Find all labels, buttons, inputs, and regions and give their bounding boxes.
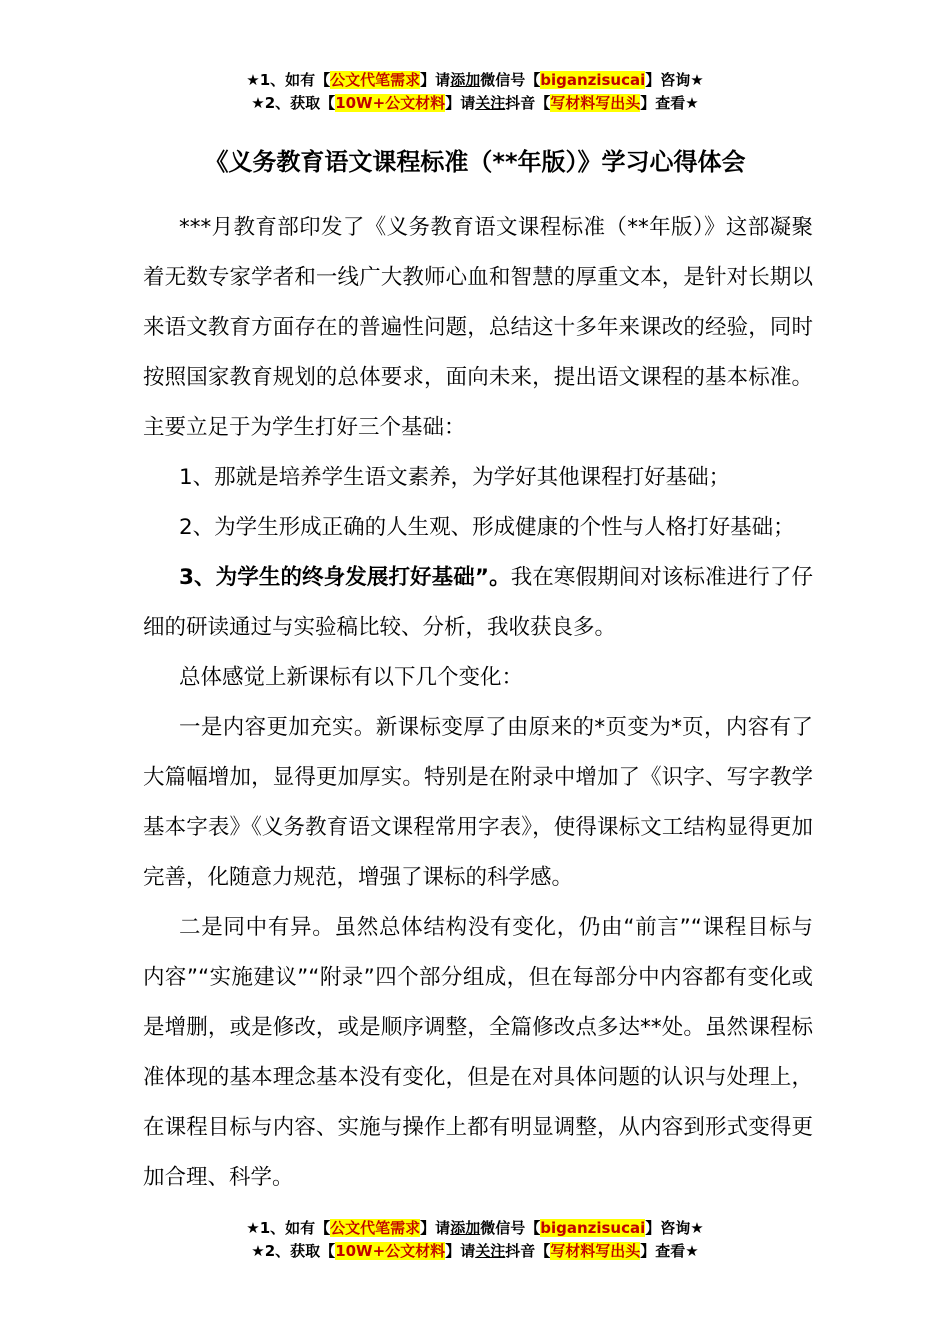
promo-line-1 <box>0 1217 950 1240</box>
promo-douyin-name: 写材料写出头 <box>550 1242 641 1260</box>
promo-text: 抖音【 <box>505 1242 551 1260</box>
promo-text: ★1、如有【 <box>246 71 331 89</box>
promo-text: 】请 <box>445 1242 476 1260</box>
promo-text: 】请 <box>445 94 476 112</box>
promo-underline: 添加 <box>450 71 481 89</box>
promo-text: 抖音【 <box>505 94 551 112</box>
promo-line-1 <box>0 69 950 92</box>
paragraph: 2、为学生形成正确的人生观、形成健康的个性与人格打好基础； <box>179 515 795 540</box>
promo-underline: 关注 <box>475 94 506 112</box>
promo-line-2 <box>0 92 950 115</box>
promo-banner-top <box>0 69 950 115</box>
paragraph: ***月教育部印发了《义务教育语文课程标准（**年版）》这部凝聚着无数专家学者和一线广大教师心血和智慧的厚重文本，是针对长期以来语文教育方面存在的普遍性问题，总结这十多年来课改的经验，同时按照国家教育规划的总体要求，面向未来，提出语文课程的基本标准。主要立足于为学生打好三个基础： <box>143 215 813 440</box>
paragraph: 二是同中有异。虽然总体结构没有变化，仍由“前言”“课程目标与内容”“实施建议”“附录”四个部分组成，但在每部分中内容都有变化或是增删，或是修改，或是顺序调整，全篇修改点多达**处。虽然课程标准体现的基本理念基本没有变化，但是在对具体问题的认识与处理上，在课程目标与内容、实施与操作上都有明显调整，从内容到形式变得更加合理、科学。 <box>143 915 813 1190</box>
promo-wechat-id: biganzisucai <box>540 71 646 89</box>
promo-text: ★2、获取【 <box>251 94 336 112</box>
promo-text: 】请 <box>420 1219 451 1237</box>
document-title: 《义务教育语文课程标准（**年版）》学习心得体会 <box>204 148 746 176</box>
paragraph: 一是内容更加充实。新课标变厚了由原来的*页变为*页，内容有了大篇幅增加，显得更加厚实。特别是在附录中增加了《识字、写字教学基本字表》《义务教育语文课程常用字表》，使得课标文工结构显得更加完善，化随意力规范，增强了课标的科学感。 <box>143 715 813 890</box>
bold-text: 3、为学生的终身发展打好基础”。 <box>179 565 511 590</box>
promo-text: 】查看★ <box>640 94 699 112</box>
promo-douyin-name: 写材料写出头 <box>550 94 641 112</box>
promo-wechat-id: biganzisucai <box>540 1219 646 1237</box>
promo-highlight: 公文代笔需求 <box>330 1219 421 1237</box>
promo-highlight: 10W+公文材料 <box>335 1242 446 1260</box>
promo-underline: 添加 <box>450 1219 481 1237</box>
promo-text: 微信号【 <box>480 1219 541 1237</box>
paragraph: 1、那就是培养学生语文素养，为学好其他课程打好基础； <box>179 465 731 490</box>
promo-text: ★1、如有【 <box>246 1219 331 1237</box>
promo-text: 微信号【 <box>480 71 541 89</box>
document-body <box>143 203 813 1203</box>
promo-underline: 关注 <box>475 1242 506 1260</box>
promo-text: ★2、获取【 <box>251 1242 336 1260</box>
promo-text: 】咨询★ <box>645 1219 704 1237</box>
paragraph <box>143 553 813 653</box>
paragraph-text: 我在寒假期间对该标准进行了仔细的研读通过与实验稿比较、分析，我收获良多。 <box>143 565 813 640</box>
promo-banner-bottom <box>0 1217 950 1263</box>
promo-text: 】请 <box>420 71 451 89</box>
promo-text: 】查看★ <box>640 1242 699 1260</box>
paragraph: 总体感觉上新课标有以下几个变化： <box>179 665 524 690</box>
promo-highlight: 10W+公文材料 <box>335 94 446 112</box>
promo-line-2 <box>0 1240 950 1263</box>
promo-highlight: 公文代笔需求 <box>330 71 421 89</box>
promo-text: 】咨询★ <box>645 71 704 89</box>
